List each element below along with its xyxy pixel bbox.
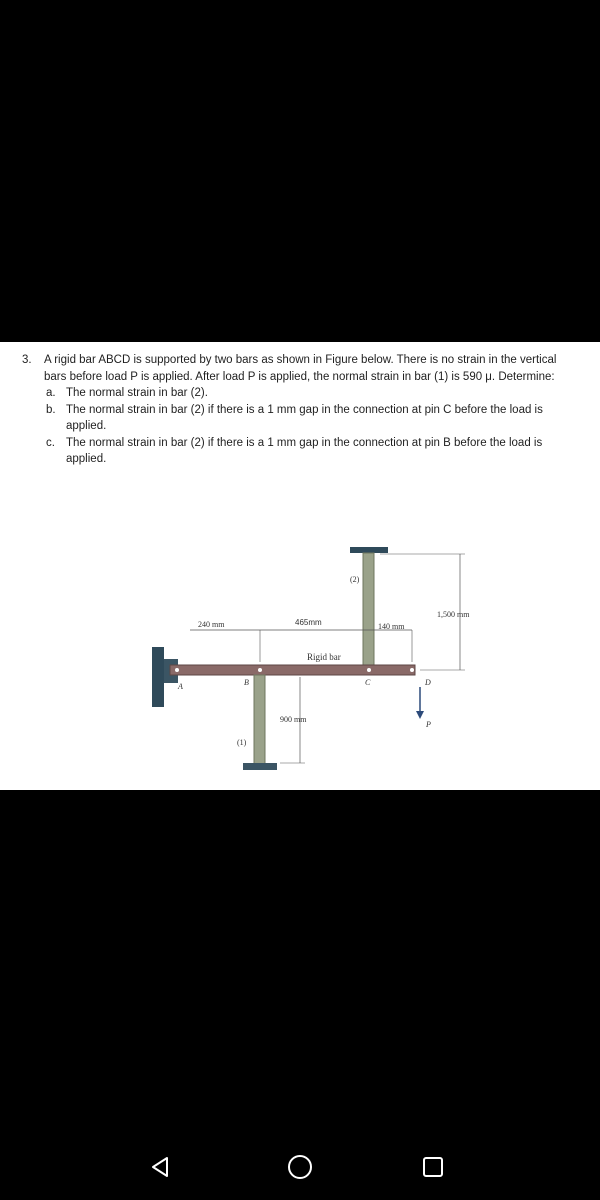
- bar-1: [254, 675, 265, 765]
- item-b-text: The normal strain in bar (2) if there is a 1 mm gap in the connection at pin C before the load is applied.: [66, 403, 543, 432]
- dim-900-label: 900 mm: [280, 715, 307, 724]
- figure-svg: [140, 537, 500, 787]
- load-arrow-head: [416, 711, 424, 719]
- pin-b: [258, 668, 262, 672]
- point-c-label: C: [365, 678, 371, 687]
- item-c-text: The normal strain in bar (2) if there is a 1 mm gap in the connection at pin B before the load is applied.: [66, 436, 543, 465]
- dim-1500-label: 1,500 mm: [437, 610, 470, 619]
- item-a: [46, 385, 578, 402]
- content-area: [0, 342, 600, 790]
- item-a-text: The normal strain in bar (2).: [66, 387, 208, 399]
- home-button[interactable]: [285, 1152, 315, 1182]
- problem-text: A rigid bar ABCD is supported by two bars as shown in Figure below. There is no strain in the vertical bars before load P is applied. After load P is applied, the normal strain in bar (1) is 590 μ. Determine:: [44, 354, 557, 383]
- home-icon: [286, 1153, 314, 1181]
- pin-c: [367, 668, 371, 672]
- point-b-label: B: [244, 678, 249, 687]
- back-button[interactable]: [145, 1152, 175, 1182]
- point-a-label: A: [178, 682, 183, 691]
- bar-2: [363, 553, 374, 665]
- back-icon: [149, 1155, 171, 1179]
- dim-140-label: 140 mm: [378, 622, 405, 631]
- rigid-bar-figure: [140, 537, 500, 787]
- item-a-letter: a.: [46, 387, 56, 399]
- bottom-support: [243, 763, 277, 770]
- problem-statement: [22, 352, 578, 468]
- item-b-letter: b.: [46, 403, 56, 416]
- bar-2-label: (2): [350, 575, 360, 584]
- dim-240-label: 240 mm: [198, 620, 225, 629]
- wall-support: [152, 647, 164, 707]
- dim-465-label: 465mm: [295, 618, 322, 627]
- recents-button[interactable]: [418, 1152, 448, 1182]
- point-d-label: D: [425, 678, 431, 687]
- bar-1-label: (1): [237, 738, 247, 747]
- item-c: [46, 435, 578, 468]
- top-support: [350, 547, 388, 553]
- item-b: [46, 402, 578, 435]
- item-c-letter: c.: [46, 436, 55, 449]
- recents-icon: [421, 1155, 445, 1179]
- pin-d: [410, 668, 414, 672]
- rigid-bar: [170, 665, 415, 675]
- android-nav-bar: [0, 1130, 600, 1200]
- pin-a: [175, 668, 179, 672]
- load-p-label: P: [426, 720, 431, 729]
- problem-number: 3.: [22, 354, 32, 366]
- rigid-bar-label: Rigid bar: [307, 652, 341, 662]
